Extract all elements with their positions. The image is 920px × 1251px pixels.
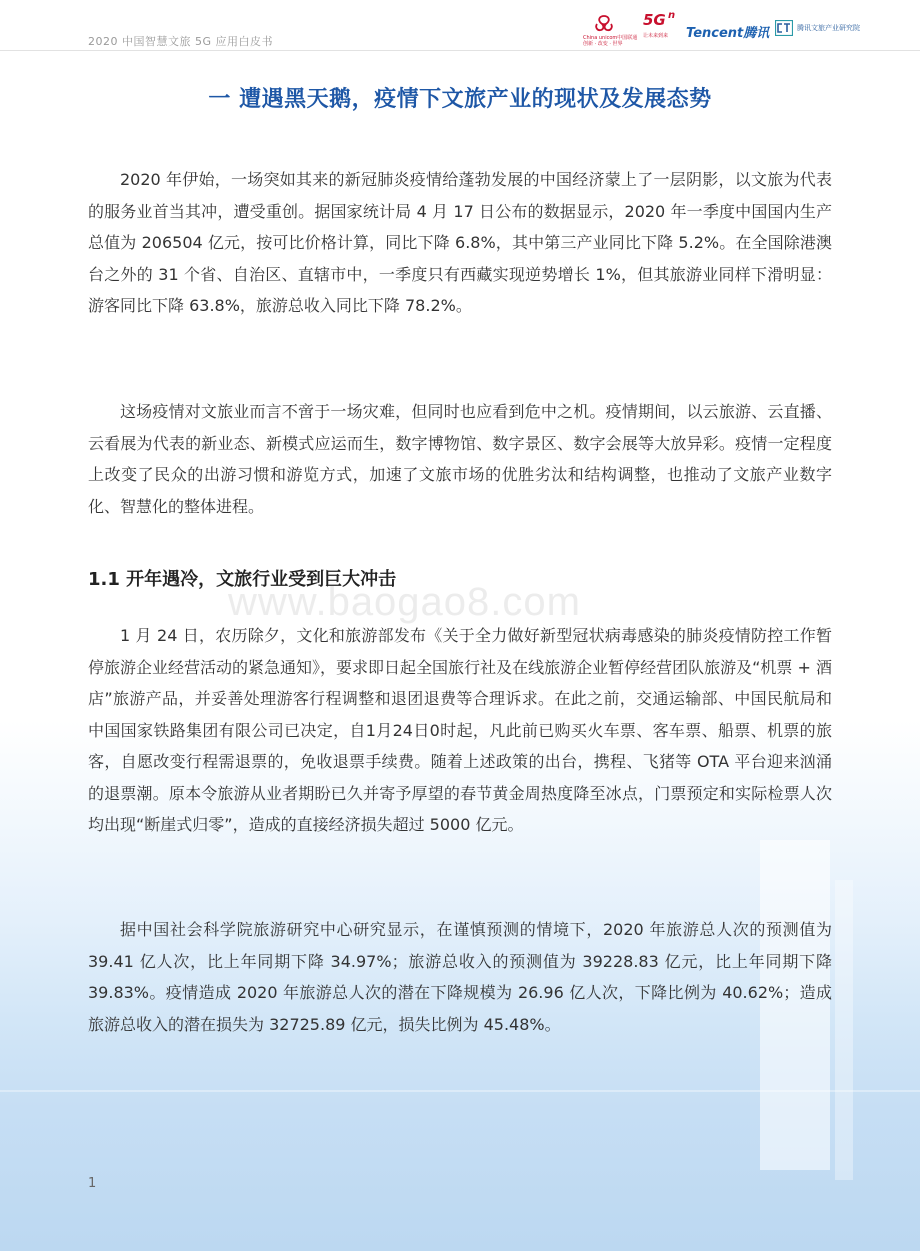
page-header bbox=[0, 0, 920, 50]
chapter-title: 一 遭遇黑天鹅，疫情下文旅产业的现状及发展态势 bbox=[208, 87, 712, 112]
5g-logo-superscript: n bbox=[668, 10, 676, 21]
tencent-culture-institute-name: 腾讯文旅产业研究院 bbox=[797, 24, 860, 32]
5g-logo bbox=[643, 12, 679, 44]
paragraph-2: 这场疫情对文旅业而言不啻于一场灾难，但同时也应看到危中之机。疫情期间，以云旅游、云直播、云看展为代表的新业态、新模式应运而生，数字博物馆、数字景区、数字会展等大放异彩。疫情一定程度上改变了民众的出游习惯和游览方式，加速了文旅市场的优胜劣汰和结构调整，也推动了文旅产业数字化、智慧化的整体进程。 bbox=[88, 402, 832, 516]
watermark: www.baogao8.com bbox=[228, 580, 581, 624]
header-divider bbox=[0, 50, 920, 51]
5g-logo-tagline: 让未来到来 bbox=[643, 33, 669, 39]
unicom-knot-icon bbox=[593, 14, 615, 34]
ct-mark-icon bbox=[775, 20, 793, 36]
unicom-name: China unicom中国联通 bbox=[583, 35, 638, 41]
paragraph-3: 1 月 24 日，农历除夕，文化和旅游部发布《关于全力做好新型冠状病毒感染的肺炎疫情防控工作暂停旅游企业经营活动的紧急通知》，要求即日起全国旅行社及在线旅游企业暂停经营团队旅游及“机票 + 酒店”旅游产品，并妥善处理游客行程调整和退团退费等合理诉求。在此之前，交通运输部、中国民航局和中国国家铁路集团有限公司已决定，自1月24日0时起，凡此前已购买火车票、客车票、船票、机票的旅客，自愿改变行程需退票的，免收退票手续费。随着上述政策的出台，携程、飞猪等 OTA 平台迎来汹涌的退票潮。原本令旅游从业者期盼已久并寄予厚望的春节黄金周热度降至冰点，门票预定和实际检票人次均出现“断崖式归零”，造成的直接经济损失超过 5000 亿元。 bbox=[88, 626, 832, 834]
paragraph-4: 据中国社会科学院旅游研究中心研究显示，在谨慎预测的情境下，2020 年旅游总人次的预测值为 39.41 亿人次，比上年同期下降 34.97%；旅游总收入的预测值为 39228.83 亿元，比上年同期下降 39.83%。疫情造成 2020 年旅游总人次的潜在下降规模为 26.96 亿人次，下降比例为 40.62%；造成旅游总收入的潜在损失为 32725.89 亿元，损失比例为 45.48%。 bbox=[88, 920, 832, 1034]
china-unicom-logo bbox=[583, 14, 643, 47]
background-light-streak bbox=[835, 880, 853, 1180]
page-number: 1 bbox=[88, 1176, 97, 1191]
paragraph-1: 2020 年伊始，一场突如其来的新冠肺炎疫情给蓬勃发展的中国经济蒙上了一层阴影，以文旅为代表的服务业首当其冲，遭受重创。据国家统计局 4 月 17 日公布的数据显示，2020 年一季度中国国内生产总值为 206504 亿元，按可比价格计算，同比下降 6.8%，其中第三产业同比下降 5.2%。在全国除港澳台之外的 31 个省、自治区、直辖市中，一季度只有西藏实现逆势增长 1%，但其旅游业同样下滑明显：游客同比下降 63.8%，旅游总收入同比下降 78.2%。 bbox=[88, 170, 832, 315]
section-heading: 1.1 开年遇冷，文旅行业受到巨大冲击 bbox=[88, 569, 397, 590]
unicom-tagline: 创新 · 改变 · 世界 bbox=[583, 41, 623, 47]
5g-logo-main: 5G bbox=[643, 11, 666, 29]
tencent-logo: Tencent腾讯 bbox=[686, 26, 770, 41]
header-doc-title: 2020 中国智慧文旅 5G 应用白皮书 bbox=[88, 35, 274, 48]
background-light-line bbox=[0, 1090, 920, 1092]
